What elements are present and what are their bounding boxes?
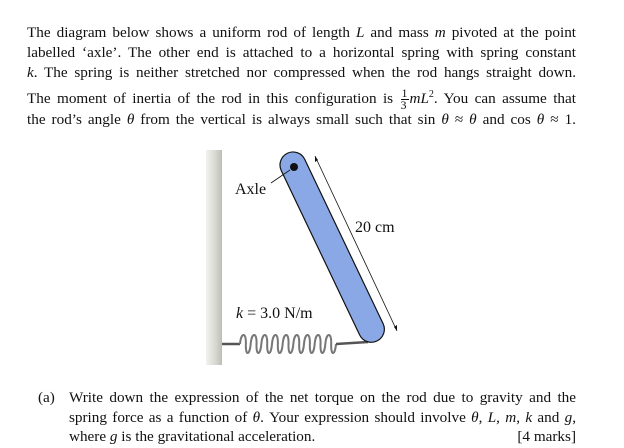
text-segment: where xyxy=(69,428,110,445)
math-symbol: L xyxy=(487,409,497,426)
wall xyxy=(206,150,222,365)
math-symbol: θ xyxy=(536,111,545,128)
text-segment: The diagram below shows a uniform rod of length xyxy=(27,24,356,41)
math-symbol: θ xyxy=(471,409,479,426)
text-segment: and xyxy=(532,409,565,426)
text-segment: , xyxy=(478,409,488,426)
math-symbol: θ xyxy=(469,111,477,128)
spring-constant-label: k = 3.0 N/m xyxy=(236,305,313,322)
axle-label: Axle xyxy=(235,181,267,198)
text-segment: 2 xyxy=(428,88,434,100)
text-segment: and mass xyxy=(364,24,435,41)
math-symbol: θ xyxy=(126,111,135,128)
text-segment: , xyxy=(572,409,577,426)
text-segment: , xyxy=(496,409,506,426)
text-segment: and cos xyxy=(476,111,537,128)
text-segment: labelled ‘axle’. The other end is attached to a horizontal spring with spring constant xyxy=(27,44,576,61)
math-symbol: k xyxy=(27,64,34,81)
text-segment: spring force as a function of xyxy=(69,409,253,426)
text-segment: ≈ xyxy=(448,111,470,128)
text-segment: . You can assume that xyxy=(433,89,576,107)
axle-dot xyxy=(290,163,298,171)
math-symbol: g xyxy=(109,428,118,445)
math-symbol: θ xyxy=(252,409,261,426)
math-symbol: L xyxy=(355,24,365,41)
numerator: 1 xyxy=(401,86,408,100)
text-segment: is the gravitational acceleration. xyxy=(117,428,316,445)
question-line xyxy=(69,409,576,427)
question-line xyxy=(69,428,369,446)
text-segment: Write down the expression of the net torque on the rod due to gravity and the xyxy=(69,389,576,406)
length-label: 20 cm xyxy=(355,219,395,236)
text-segment: from the vertical is always small such that sin xyxy=(134,111,442,128)
marks-label: [4 marks] xyxy=(517,428,576,445)
math-symbol: θ xyxy=(441,111,449,128)
text-segment: . The spring is neither stretched nor compressed when the rod hangs straight down. xyxy=(33,64,576,81)
math-symbol: m xyxy=(505,409,517,426)
text-segment: The moment of inertia of the rod in this configuration is xyxy=(27,89,400,107)
text-segment: the rod’s angle xyxy=(27,111,127,128)
math-symbol: g xyxy=(564,409,573,426)
math-symbol: mL xyxy=(409,89,429,107)
question-line xyxy=(69,389,576,407)
text-segment: , xyxy=(516,409,526,426)
text-segment: . Your expression should involve xyxy=(260,409,472,426)
math-symbol: m xyxy=(434,24,446,41)
math-symbol: k xyxy=(525,409,533,426)
denominator: 3 xyxy=(400,98,407,112)
spring xyxy=(222,335,368,353)
text-segment: ≈ 1. xyxy=(544,111,576,128)
question-number: (a) xyxy=(38,389,55,406)
text-segment: pivoted at the point xyxy=(445,24,577,41)
